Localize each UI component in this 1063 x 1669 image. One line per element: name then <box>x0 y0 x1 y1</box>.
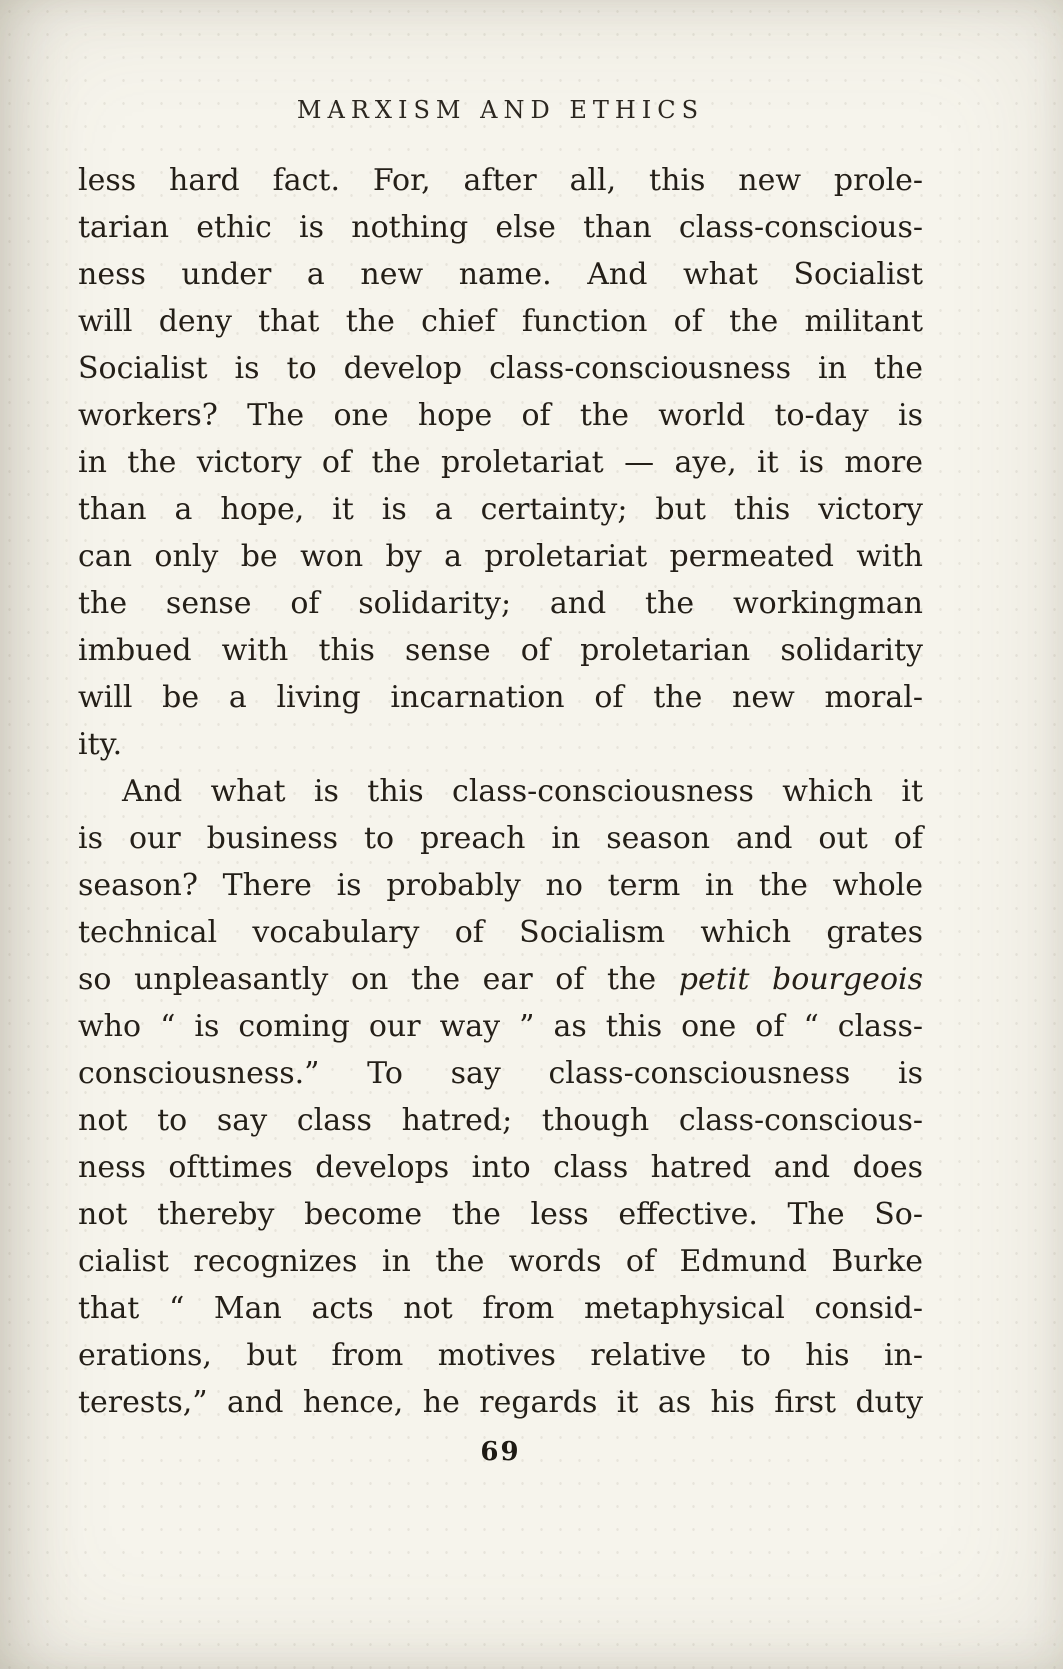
text-line: so unpleasantly on the ear of the petit bourgeois <box>78 962 923 997</box>
text-line: ity. <box>78 727 123 762</box>
text-line: technical vocabulary of Socialism which grates <box>78 915 923 950</box>
text-line: in the victory of the proletariat — aye, it is more <box>78 445 923 480</box>
text-line: consciousness.” To say class-consciousness is <box>78 1056 923 1091</box>
text-line: erations, but from motives relative to his in- <box>78 1338 923 1373</box>
running-header: MARXISM AND ETHICS <box>296 96 705 124</box>
page-number: 69 <box>480 1437 521 1467</box>
text-line: who “ is coming our way ” as this one of “ class- <box>78 1009 923 1044</box>
text-line: will deny that the chief function of the militant <box>78 304 923 339</box>
text-line: than a hope, it is a certainty; but this victory <box>78 492 923 527</box>
page-text <box>78 157 923 1426</box>
text-line: can only be won by a proletariat permeated with <box>78 539 923 574</box>
text-line: not to say class hatred; though class-conscious- <box>78 1103 923 1138</box>
paragraph <box>78 157 923 768</box>
text-line: not thereby become the less effective. The So- <box>78 1197 923 1232</box>
text-line: that “ Man acts not from metaphysical consid- <box>78 1291 923 1326</box>
text-line: season? There is probably no term in the whole <box>78 868 923 903</box>
text-line: tarian ethic is nothing else than class-conscious- <box>78 210 923 245</box>
text-line: cialist recognizes in the words of Edmund Burke <box>78 1244 923 1279</box>
text-line: And what is this class-consciousness which it <box>122 774 923 809</box>
text-line: Socialist is to develop class-consciousness in the <box>78 351 923 386</box>
text-line: imbued with this sense of proletarian solidarity <box>78 633 923 668</box>
text-line: workers? The one hope of the world to-day is <box>78 398 923 433</box>
paragraph <box>78 768 923 1426</box>
text-line: ness under a new name. And what Socialist <box>78 257 923 292</box>
text-line: ness ofttimes develops into class hatred and does <box>78 1150 923 1185</box>
text-line: less hard fact. For, after all, this new prole- <box>78 163 923 198</box>
text-line: the sense of solidarity; and the workingman <box>78 586 923 621</box>
text-line: is our business to preach in season and out of <box>78 821 923 856</box>
text-line: terests,” and hence, he regards it as his first duty <box>78 1385 923 1420</box>
text-line: will be a living incarnation of the new moral- <box>78 680 923 715</box>
